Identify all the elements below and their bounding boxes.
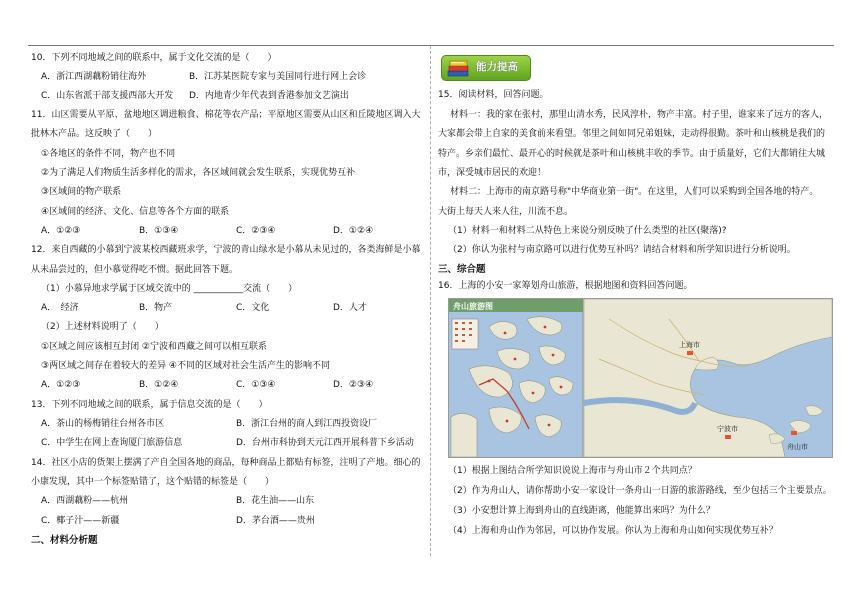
q11-item-2: ②为了满足人们物质生活多样化的需求，各区域间就会发生联系，实现优势互补 xyxy=(41,168,356,178)
ningbo-marker xyxy=(725,435,731,439)
q11-option-a: A．①②③ xyxy=(41,226,81,236)
q10-option-c: C．山东省派干部支援西部大开发 xyxy=(41,91,174,101)
q14-stem-1: 14．社区小店的货架上摆满了产自全国各地的商品，每种商品上都贴有标签，注明了产地。细心的 xyxy=(31,458,421,468)
q14-option-d: D．茅台酒——贵州 xyxy=(236,516,315,526)
q13-option-c: C．中学生在网上查询厦门旅游信息 xyxy=(41,438,183,448)
q11-item-4: ④区域间的经济、文化、信息等各个方面的联系 xyxy=(41,207,230,217)
q11-stem-2: 批林木产品。这反映了（ ） xyxy=(31,129,158,139)
q12-2-option-a: A．①②③ xyxy=(41,380,81,390)
q16-sub1: （1）根据上图结合所学知识说说上海市与舟山市２个共同点？ xyxy=(448,466,697,476)
q11-option-b: B．①③④ xyxy=(139,226,179,236)
q14-option-b: B．花生油——山东 xyxy=(236,496,315,506)
q12-sub1-stem: （1）小慕异地求学属于区域交流中的 ___________交流（ ） xyxy=(41,284,298,294)
zhoushan-label: 舟山市 xyxy=(787,443,808,451)
section-heading-material-analysis: 二、材料分析题 xyxy=(31,535,98,546)
section-heading-comprehensive: 三、综合题 xyxy=(438,264,486,275)
q12-sub2-stem: （2）上述材料说明了（ ） xyxy=(41,322,164,332)
header-rule xyxy=(28,45,834,46)
q15-material1-4: 市，深受城市居民的欢迎！ xyxy=(438,168,547,178)
map-graphic xyxy=(449,299,832,457)
shanghai-label: 上海市 xyxy=(679,341,700,349)
q14-option-a: A．西湖藕粉——杭州 xyxy=(41,496,129,506)
q13-stem: 13．下列不同地域之间的联系，属于信息交流的是（ ） xyxy=(31,400,268,410)
q12-2-option-b: B．①②④ xyxy=(139,380,179,390)
ningbo-label: 宁波市 xyxy=(717,425,738,433)
q15-material1-1: 材料一：我的家在张村，那里山清水秀，民风淳朴，物产丰富。村子里，谁家来了远方的客人， xyxy=(450,110,829,120)
q12-2-option-c: C．①③④ xyxy=(236,380,276,390)
q13-option-b: B．浙江台州的商人到江西投资设厂 xyxy=(236,419,378,429)
q16-sub4: （4）上海和舟山作为邻居，可以协作发展。你认为上海和舟山如何实现优势互补？ xyxy=(448,526,778,536)
q15-material1-2: 大家都会带上自家的美食前来看望。邻里之间如同兄弟姐妹，走动得很勤。茶叶和山核桃是我们的 xyxy=(438,129,826,139)
q13-option-d: D．台州市科协到天元江西开展科普下乡活动 xyxy=(236,438,414,448)
q15-sub2: （2）你认为张村与南京路可以进行优势互补吗？请结合材料和所学知识进行分析说明。 xyxy=(448,245,796,255)
q12-option-a: A． 经济 xyxy=(41,303,79,313)
q11-item-1: ①各地区的条件不同，物产也不同 xyxy=(41,149,176,159)
q11-option-c: C．②③④ xyxy=(236,226,276,236)
q15-material2-2: 大街上每天人来人往，川流不息。 xyxy=(438,207,574,217)
q15-stem: 15．阅读材料，回答问题。 xyxy=(438,90,549,100)
q16-sub3: （3）小安想计算上海到舟山的直线距离，他能算出来吗？为什么？ xyxy=(448,506,715,516)
shanghai-marker xyxy=(687,351,693,355)
books-icon xyxy=(446,58,472,78)
q12-stem-2: 从未品尝过的，但小慕觉得吃不惯。据此回答下题。 xyxy=(31,265,239,275)
q10-stem: 10．下列不同地域之间的联系中，属于文化交流的是（ ） xyxy=(31,53,277,63)
q13-option-a: A．茶山的杨梅销往台州各市区 xyxy=(41,419,165,429)
q15-sub1: （1）材料一和材料二从特色上来说分别反映了什么类型的社区(聚落)? xyxy=(448,226,727,236)
q10-option-a: A．浙江西湖藕粉销往海外 xyxy=(41,72,147,82)
q11-option-d: D．①②④ xyxy=(333,226,374,236)
q12-sub2-item-1: ①区域之间应该相互封闭 ②宁波和西藏之间可以相互联系 xyxy=(41,342,267,352)
q14-option-c: C．椰子汁——新疆 xyxy=(41,516,120,526)
q11-stem-1: 11．山区需要从平原、盆地地区调进粮食、棉花等农产品；平原地区需要从山区和丘陵地区调入大 xyxy=(31,110,421,120)
zhoushan-shanghai-map xyxy=(448,298,833,458)
q15-material1-3: 特产。乡亲们最忙、最开心的时候就是茶叶和山核桃丰收的季节。由于质量好，它们大都销往大城 xyxy=(438,149,826,159)
q12-2-option-d: D．②③④ xyxy=(333,380,374,390)
q10-option-d: D．内地青少年代表到香港参加文艺演出 xyxy=(189,91,349,101)
q15-material2-1: 材料二：上海市的南京路号称"中华商业第一街"。在这里，人们可以采购到全国各地的特产。 xyxy=(450,187,819,197)
q14-stem-2: 小康发现，其中一个标签贴错了，这个贴错的标签是（ ） xyxy=(31,477,275,487)
zhoushan-marker xyxy=(791,431,797,435)
q12-stem-1: 12．来自西藏的小慕到宁波某校西藏班求学，宁波的青山绿水是小慕从未见过的，各类海鲜是小慕 xyxy=(31,245,421,255)
q12-option-d: D．人才 xyxy=(333,303,367,313)
column-divider xyxy=(430,46,431,556)
q16-sub2: （2）作为舟山人，请你帮助小安一家设计一条舟山一日游的旅游路线，至少包括三个主要景点。 xyxy=(448,486,832,496)
q12-option-c: C．文化 xyxy=(236,303,270,313)
ability-badge xyxy=(441,55,531,81)
ability-badge-label: 能力提高 xyxy=(476,61,518,73)
q11-item-3: ③区域间的物产联系 xyxy=(41,187,122,197)
q12-option-b: B．物产 xyxy=(139,303,173,313)
q12-sub2-item-2: ③两区域之间存在着较大的差异 ④不同的区域对社会生活产生的影响不同 xyxy=(41,361,330,371)
q10-option-b: B．江苏某医院专家与美国同行进行网上会诊 xyxy=(189,72,367,82)
q16-stem: 16．上海的小安一家筹划舟山旅游，根据地图和资料回答问题。 xyxy=(438,281,693,291)
left-map-title: 舟山旅游图 xyxy=(453,302,493,311)
